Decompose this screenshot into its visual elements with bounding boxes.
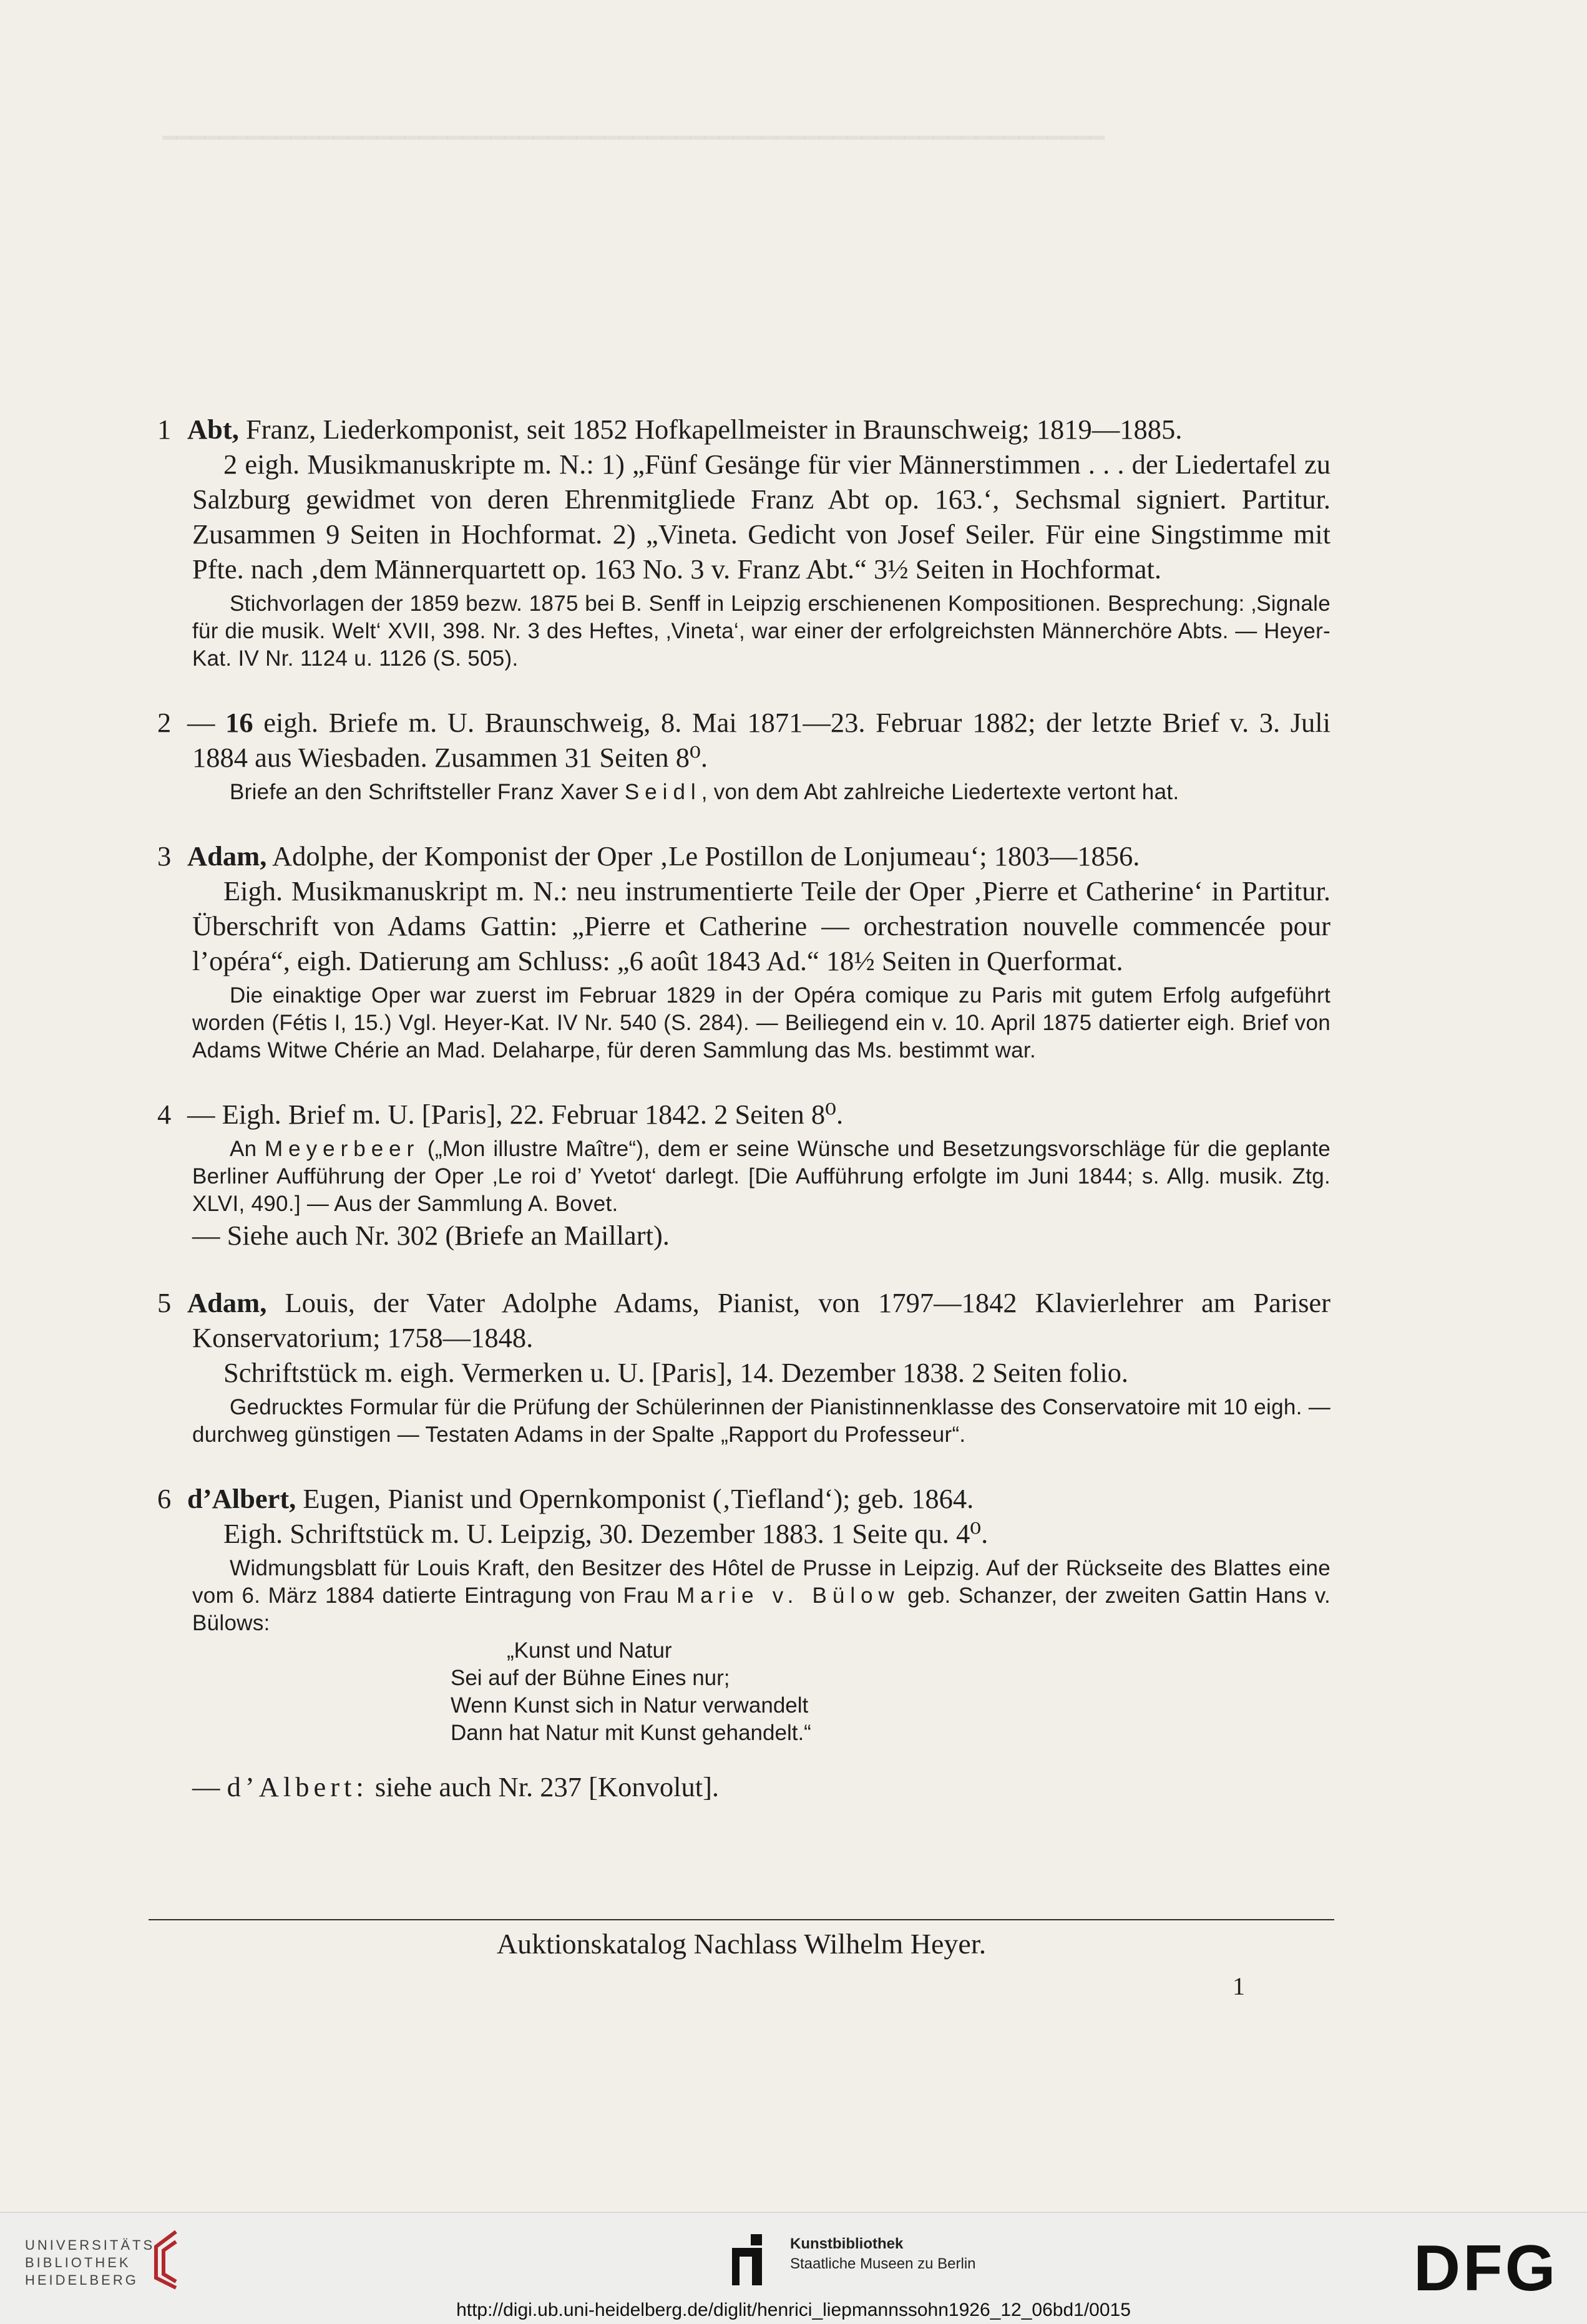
spaced-name: Meyerbeer <box>265 1137 420 1161</box>
entry-heading <box>157 1097 1331 1132</box>
entry-note: Gedrucktes Formular für die Prüfung der Schülerinnen der Pianistinnenklasse des Conservatoire mit 10 eigh. — durchweg günstigen — Testaten Adams in der Spalte „Rapport du Professeur“. <box>192 1395 1331 1447</box>
heidelberg-mark-icon <box>145 2228 185 2290</box>
spaced-name: Marie v. Bülow <box>676 1583 900 1608</box>
note-text: Widmungsblatt für Louis Kraft, den Besitzer des Hôtel de Prusse in Leipzig. Auf der Rückseite des Blattes eine vom 6. März 1884 datierte Eintragung von Frau <box>192 1556 1331 1608</box>
lot-number: 6 <box>157 1483 172 1514</box>
note-text: Briefe an den Schriftsteller Franz Xaver <box>230 780 625 804</box>
kunstbibliothek-logo-icon <box>727 2232 783 2288</box>
entry-heading <box>157 1285 1331 1355</box>
spaced-name: d’Albert: <box>227 1771 368 1802</box>
page-number: 1 <box>1233 1972 1245 2000</box>
reference-text: siehe auch Nr. 237 [Konvolut]. <box>368 1771 720 1802</box>
poem-line: „Kunst und Natur <box>507 1638 672 1663</box>
dash: — <box>192 1771 227 1802</box>
entry-head-text: — Eigh. Brief m. U. [Paris], 22. Februar 1842. 2 Seiten 8⁰. <box>187 1099 844 1130</box>
kb-title: Kunstbibliothek <box>790 2235 904 2252</box>
catalog-entry-3 <box>157 839 1331 1064</box>
entry-note <box>192 1555 1331 1637</box>
kb-subtitle: Staatliche Museen zu Berlin <box>790 2255 976 2272</box>
note-text: geb. Schanzer, der zweiten Gattin Hans v. Bülows: <box>192 1583 1331 1635</box>
catalog-entry-1 <box>157 412 1331 673</box>
catalog-entry-6 <box>157 1481 1331 1747</box>
letter-count: 16 <box>225 707 253 738</box>
final-cross-reference <box>192 1769 1331 1804</box>
entry-description: Eigh. Schriftstück m. U. Leipzig, 30. Dezember 1883. 1 Seite qu. 4⁰. <box>223 1518 989 1549</box>
entry-heading <box>157 1481 1331 1516</box>
entry-note: Die einaktige Oper war zuerst im Februar 1829 in der Opéra comique zu Paris mit gutem Erfolg aufgeführt worden (Fétis I, 15.) Vgl. Heyer-Kat. IV Nr. 540 (S. 284). — Beiliegend ein v. 10. April 1875 datierter eigh. Brief von Adams Witwe Chérie an Mad. Delaharpe, für deren Sammlung das Ms. bestimmt war. <box>192 983 1331 1062</box>
bleed-through-text: ━━━━━━━━━━━━━━━━━━━━━━━━━━━━━━━━━━━━━━━━━━━━━━━━━━━━━━━━━━━━━━━━━━ <box>162 125 1105 152</box>
see-also: — Siehe auch Nr. 302 (Briefe an Maillart). <box>192 1220 670 1251</box>
entry-note <box>192 779 1331 806</box>
catalog-entry-2 <box>157 705 1331 806</box>
poem-line: Dann hat Natur mit Kunst gehandelt.“ <box>451 1721 811 1745</box>
lot-number: 2 <box>157 707 172 738</box>
kunstbibliothek-label[interactable] <box>790 2234 976 2274</box>
entry-description: 2 eigh. Musikmanuskripte m. N.: 1) „Fünf Gesänge für vier Männerstimmen . . . der Liedertafel zu Salzburg gewidmet von deren Ehrenmitgliede Franz Abt op. 163.‘, Sechsmal signiert. Partitur. Zusammen 9 Seiten in Hochformat. 2) „Vineta. Gedicht von Josef Seiler. Für eine Singstimme mit Pfte. nach ‚dem Männerquartett op. 163 No. 3 v. Franz Abt.“ 3½ Seiten in Hochformat. <box>192 449 1331 585</box>
note-text: („Mon illustre Maître“), dem er seine Wünsche und Besetzungsvorschläge für die geplante Berliner Aufführung der Oper ‚Le roi d’ Yvetot‘ darlegt. [Die Aufführung erfolgte im Juni 1844; s. Allg. musik. Ztg. XLVI, 490.] — Aus der Sammlung A. Bovet. <box>192 1137 1331 1216</box>
lot-number: 4 <box>157 1099 172 1130</box>
composer-name: Adam, <box>187 840 267 872</box>
entry-head-text: Adolphe, der Komponist der Oper ‚Le Postillon de Lonjumeau‘; 1803—1856. <box>266 840 1140 872</box>
lot-number: 5 <box>157 1287 172 1318</box>
spaced-name: Seidl <box>624 780 701 804</box>
university-library-logo[interactable] <box>25 2237 231 2289</box>
composer-name: d’Albert, <box>187 1483 296 1514</box>
entry-head-text: Franz, Liederkomponist, seit 1852 Hofkapellmeister in Braunschweig; 1819—1885. <box>238 414 1183 445</box>
entry-heading <box>157 839 1331 873</box>
note-text: An <box>230 1137 265 1161</box>
entry-note <box>192 1135 1331 1218</box>
entry-description: Schriftstück m. eigh. Vermerken u. U. [Paris], 14. Dezember 1838. 2 Seiten folio. <box>223 1357 1129 1388</box>
entry-head-text: Louis, der Vater Adolphe Adams, Pianist, von 1797—1842 Klavierlehrer am Pariser Konservatorium; 1758—1848. <box>192 1287 1331 1353</box>
lot-number: 3 <box>157 840 172 872</box>
entry-note: Stichvorlagen der 1859 bezw. 1875 bei B. Senff in Leipzig erschienenen Kompositionen. Besprechung: ‚Signale für die musik. Welt‘ XVII, 398. Nr. 3 des Heftes, ‚Vineta‘, war einer der erfolgreichsten Männerchöre Abts. — Heyer-Kat. IV Nr. 1124 u. 1126 (S. 505). <box>192 591 1331 671</box>
entry-heading <box>157 412 1331 447</box>
logo-text-line: UNIVERSITÄTS- <box>25 2237 162 2253</box>
note-text: , von dem Abt zahlreiche Liedertexte vertont hat. <box>701 780 1179 804</box>
catalog-entries <box>157 412 1331 1804</box>
poem-line: Sei auf der Bühne Eines nur; <box>451 1666 730 1690</box>
dfg-logo[interactable]: DFG <box>1414 2232 1558 2305</box>
entry-description: Eigh. Musikmanuskript m. N.: neu instrumentierte Teile der Oper ‚Pierre et Catherine‘ in Partitur. Überschrift von Adams Gattin: „Pierre et Catherine — orchestration nouvelle commencée pour l’opéra“, eigh. Datierung am Schluss: „6 août 1843 Ad.“ 18½ Seiten in Querformat. <box>192 875 1331 976</box>
logo-text-line: BIBLIOTHEK <box>25 2255 131 2270</box>
footer-title: Auktionskatalog Nachlass Wilhelm Heyer. <box>496 1928 987 1960</box>
permalink-url[interactable]: http://digi.ub.uni-heidelberg.de/diglit/henrici_liepmannssohn1926_12_06bd1/0015 <box>456 2300 1131 2320</box>
entry-heading <box>157 705 1331 775</box>
entry-head-text: eigh. Briefe m. U. Braunschweig, 8. Mai 1871—23. Februar 1882; der letzte Brief v. 3. Juli 1884 aus Wiesbaden. Zusammen 31 Seiten 8⁰. <box>192 707 1331 773</box>
catalog-entry-4 <box>157 1097 1331 1253</box>
poem <box>451 1637 1331 1747</box>
logo-text-line: HEIDELBERG <box>25 2272 139 2288</box>
catalog-entry-5 <box>157 1285 1331 1449</box>
footer-divider <box>149 1919 1334 1920</box>
entry-dash: — <box>187 707 226 738</box>
lot-number: 1 <box>157 414 172 445</box>
composer-name: Abt, <box>187 414 239 445</box>
poem-line: Wenn Kunst sich in Natur verwandelt <box>451 1693 809 1718</box>
entry-head-text: Eugen, Pianist und Opernkomponist (‚Tiefland‘); geb. 1864. <box>296 1483 974 1514</box>
composer-name: Adam, <box>187 1287 267 1318</box>
